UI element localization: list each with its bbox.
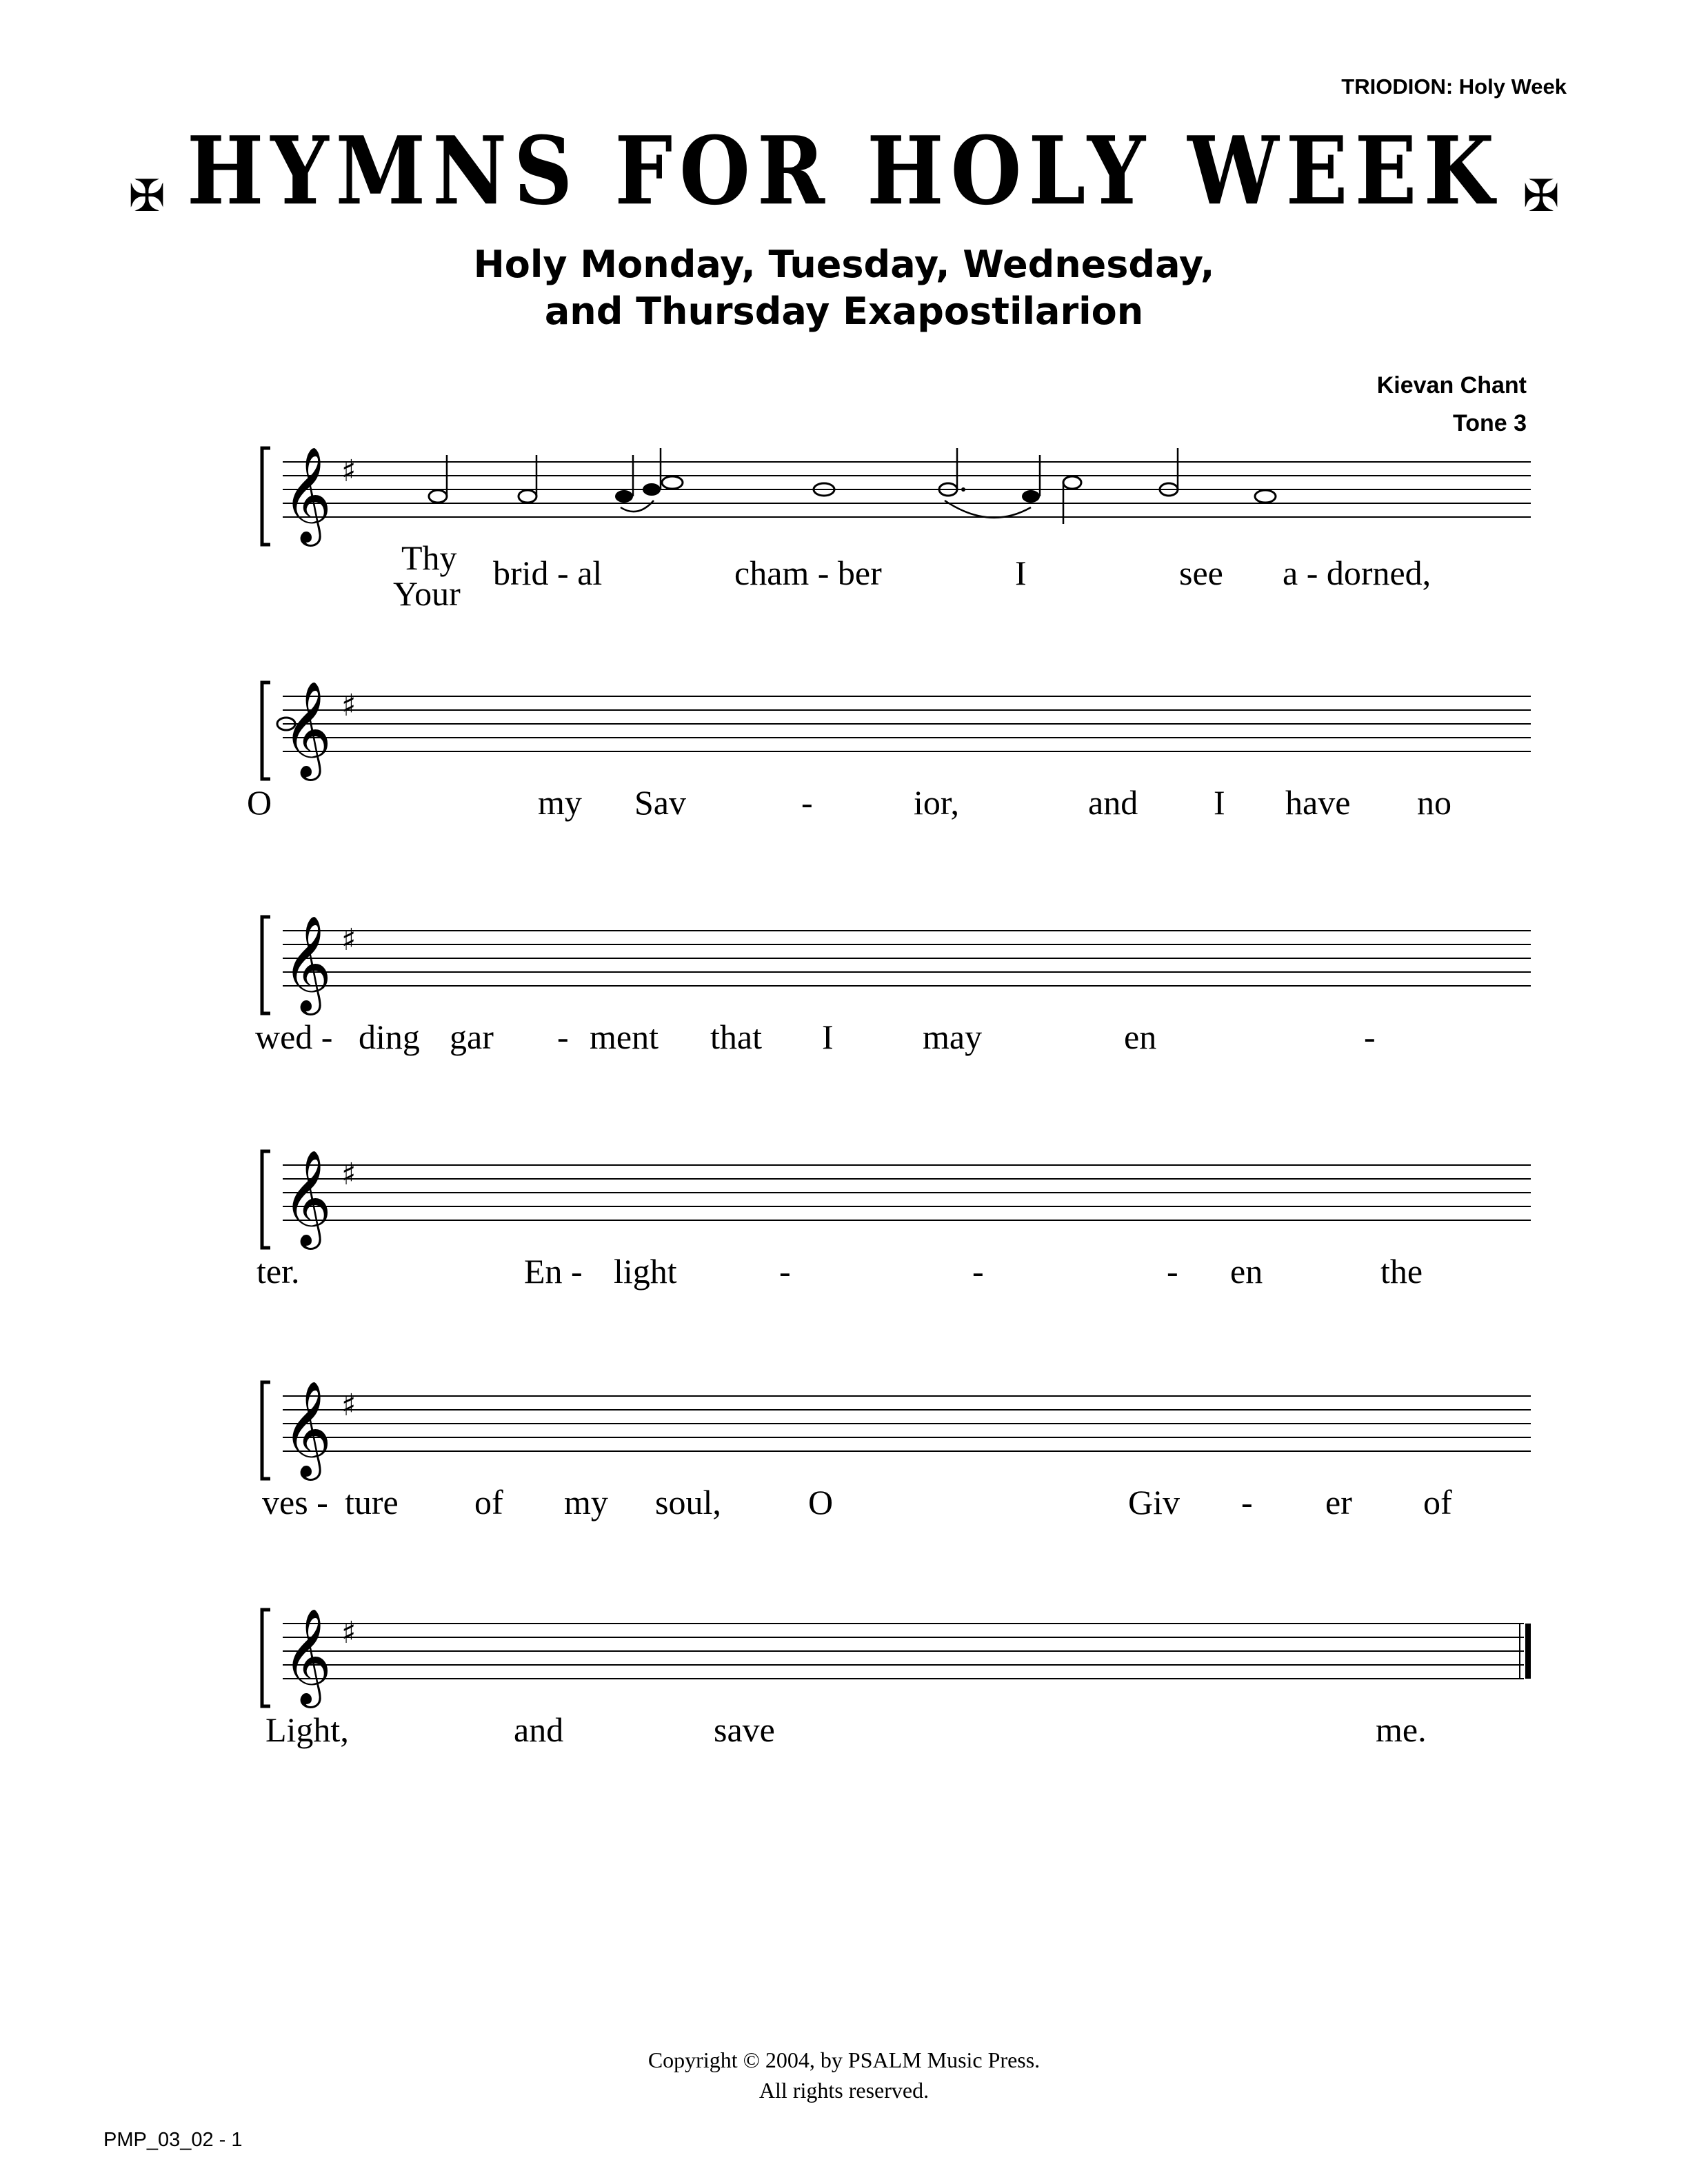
- lyric: that: [710, 1018, 762, 1056]
- lyric: may: [923, 1018, 983, 1056]
- lyric: -: [972, 1252, 984, 1291]
- copyright-notice: [0, 2045, 1688, 2105]
- lyric: en: [1230, 1252, 1263, 1291]
- tone-credit: Tone 3: [1452, 410, 1527, 436]
- lyric: ior,: [914, 783, 960, 822]
- lyric: -: [1241, 1483, 1253, 1521]
- music-system-3: [255, 910, 1545, 1069]
- staff-6: [255, 1603, 1545, 1713]
- lyric: and: [514, 1710, 564, 1749]
- lyric: soul,: [655, 1483, 721, 1521]
- rights-line: All rights reserved.: [758, 2078, 930, 2103]
- music-system-2: [247, 676, 1545, 834]
- lyric: the: [1380, 1252, 1423, 1291]
- cross-right-icon: ✠: [1523, 170, 1560, 222]
- staff-3: [255, 910, 1545, 1020]
- lyric: ding: [359, 1018, 420, 1056]
- staff-5: [255, 1375, 1545, 1486]
- lyric: wed -: [255, 1018, 333, 1056]
- svg-text:♯: ♯: [341, 454, 356, 489]
- lyric: of: [474, 1483, 503, 1521]
- lyric: ter.: [257, 1252, 300, 1291]
- treble-clef-icon: 𝄞: [283, 1608, 332, 1704]
- music-system-4: [255, 1144, 1545, 1303]
- lyric: Sav: [634, 783, 686, 822]
- cross-left-icon: ✠: [128, 170, 165, 222]
- chant-credit: Kievan Chant: [1376, 372, 1527, 398]
- lyric: my: [564, 1483, 608, 1521]
- lyric: ture: [345, 1483, 399, 1521]
- lyric: -: [779, 1252, 791, 1291]
- lyric: Light,: [265, 1710, 349, 1749]
- lyric: Thy: [401, 538, 457, 577]
- staff-2: [255, 676, 1545, 786]
- lyric: save: [714, 1710, 775, 1749]
- lyric: of: [1423, 1483, 1452, 1521]
- svg-text:♯: ♯: [341, 922, 356, 958]
- lyric: -: [801, 783, 813, 822]
- svg-text:♯: ♯: [341, 688, 356, 723]
- lyric: -: [557, 1018, 569, 1056]
- svg-text:♯: ♯: [341, 1157, 356, 1192]
- music-system-1: [255, 441, 1545, 620]
- lyric: En -: [524, 1252, 583, 1291]
- lyric: O: [247, 783, 272, 822]
- lyric: me.: [1376, 1710, 1427, 1749]
- document-code: PMP_03_02 - 1: [103, 2129, 243, 2151]
- lyric: gar: [450, 1018, 494, 1056]
- lyric: ment: [590, 1018, 659, 1056]
- lyric: cham - ber: [734, 554, 882, 592]
- lyric: see: [1179, 554, 1223, 592]
- treble-clef-icon: 𝄞: [283, 681, 332, 777]
- lyric: er: [1325, 1483, 1352, 1521]
- lyric: -: [1167, 1252, 1178, 1291]
- svg-text:♯: ♯: [341, 1388, 356, 1423]
- lyric: I: [822, 1018, 834, 1056]
- lyric: -: [1364, 1018, 1376, 1056]
- lyric: no: [1417, 783, 1451, 822]
- treble-clef-icon: 𝄞: [283, 1150, 332, 1246]
- lyric: O: [808, 1483, 834, 1521]
- lyric: light: [614, 1252, 677, 1291]
- lyric: and: [1088, 783, 1138, 822]
- treble-clef-icon: 𝄞: [283, 916, 332, 1011]
- music-system-5: [255, 1375, 1545, 1534]
- section-label: TRIODION: Holy Week: [1341, 74, 1567, 99]
- svg-text:♯: ♯: [341, 1615, 356, 1650]
- lyric: I: [1214, 783, 1225, 822]
- lyric: a - dorned,: [1283, 554, 1431, 592]
- lyric: Your: [393, 574, 461, 613]
- lyric: brid - al: [493, 554, 603, 592]
- lyric: have: [1285, 783, 1351, 822]
- lyric: I: [1015, 554, 1027, 592]
- lyric: my: [538, 783, 582, 822]
- lyric: ves -: [262, 1483, 328, 1521]
- treble-clef-icon: 𝄞: [283, 1381, 332, 1477]
- subtitle-line-1: Holy Monday, Tuesday, Wednesday,: [473, 243, 1215, 286]
- staff-4: [255, 1144, 1545, 1255]
- music-system-6: [255, 1603, 1545, 1761]
- title-text: HYMNS FOR HOLY WEEK: [186, 115, 1502, 226]
- lyric: en: [1124, 1018, 1157, 1056]
- subtitle: [0, 241, 1688, 335]
- subtitle-line-2: and Thursday Exapostilarion: [544, 290, 1144, 333]
- lyric: Giv: [1128, 1483, 1180, 1521]
- staff-1: [255, 441, 1545, 552]
- copyright-line: Copyright © 2004, by PSALM Music Press.: [647, 2048, 1041, 2072]
- treble-clef-icon: 𝄞: [283, 447, 332, 543]
- page-title: [0, 115, 1688, 226]
